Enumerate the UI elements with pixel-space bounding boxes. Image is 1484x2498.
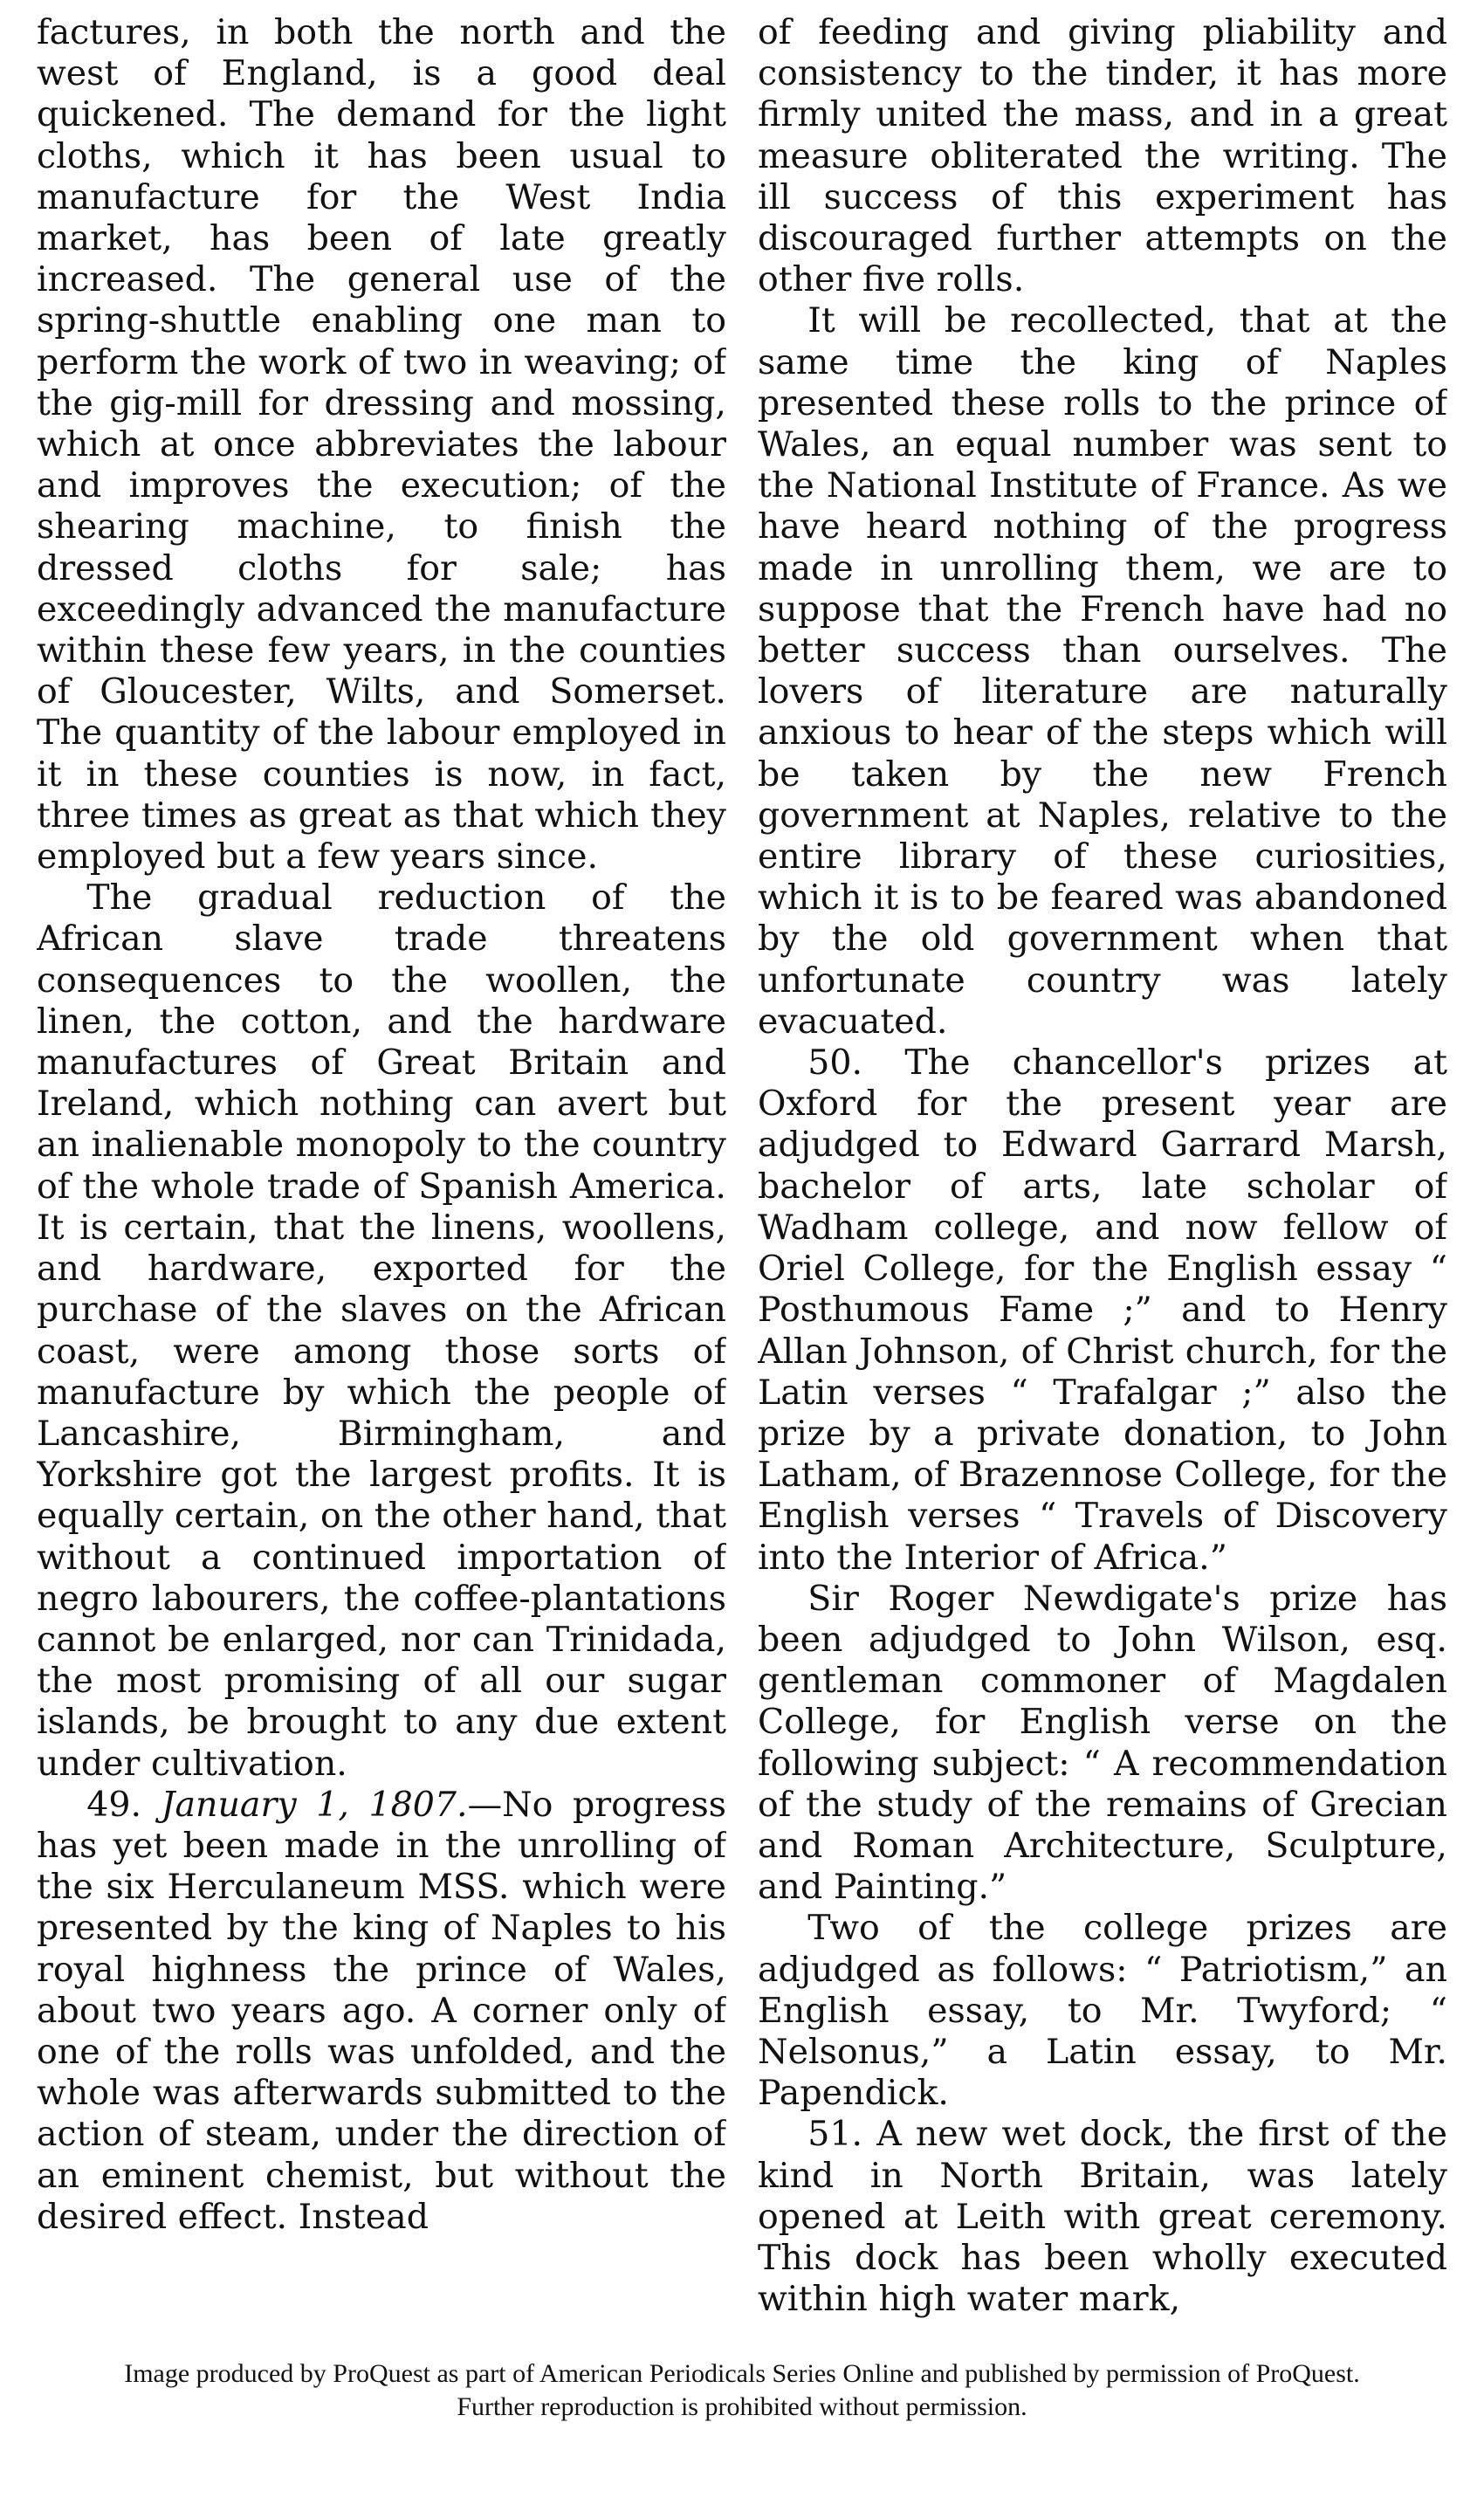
- entry-date: January 1, 1807.: [161, 1784, 468, 1825]
- item-number-49: 49.: [86, 1784, 142, 1825]
- footer-line-1: Image produced by ProQuest as part of American Periodicals Series Online and published by permission of ProQuest.: [124, 2359, 1360, 2388]
- proquest-footer: [0, 2357, 1484, 2424]
- paragraph-50-chancellors-prizes: 50. The chancellor's prizes at Oxford for the present year are adjudged to Edward Garrard Marsh, bachelor of arts, late scholar of Wadham college, and now fellow of Oriel College, for the English essay “ Posthumous Fame ;” and to Henry Allan Johnson, of Christ church, for the Latin verses “ Trafalgar ;” also the prize by a private donation, to John Latham, of Brazennose College, for the English verses “ Travels of Discovery into the Interior of Africa.”: [758, 1043, 1447, 1578]
- left-column: [37, 12, 726, 2335]
- paragraph-tinder: of feeding and giving pliability and consistency to the tinder, it has more firmly united the mass, and in a great measure obliterated the writing. The ill success of this experiment has discouraged further attempts on the other five rolls.: [758, 12, 1447, 300]
- paragraph-college-prizes: Two of the college prizes are adjudged as follows: “ Patriotism,” an English essay, to Mr. Twyford; “ Nelsonus,” a Latin essay, to Mr. Papendick.: [758, 1908, 1447, 2114]
- paragraph-slave-trade: The gradual reduction of the African slave trade threatens consequences to the woollen, the linen, the cotton, and the hardware manufactures of Great Britain and Ireland, which nothing can avert but an inalienable monopoly to the country of the whole trade of Spanish America. It is certain, that the linens, woollens, and hardware, exported for the purchase of the slaves on the African coast, were among those sorts of manufacture by which the people of Lancashire, Birmingham, and Yorkshire got the largest profits. It is equally certain, on the other hand, that without a continued importation of negro labourers, the coffee-plantations cannot be enlarged, nor can Trinidada, the most promising of all our sugar islands, be brought to any due extent under cultivation.: [37, 877, 726, 1784]
- paragraph-naples-rolls: It will be recollected, that at the same time the king of Naples presented these rolls to the prince of Wales, an equal number was sent to the National Institute of France. As we have heard nothing of the progress made in unrolling them, we are to suppose that the French have had no better success than ourselves. The lovers of literature are naturally anxious to hear of the steps which will be taken by the new French government at Naples, relative to the entire library of these curiosities, which it is to be feared was abandoned by the old government when that unfortunate country was lately evacuated.: [758, 300, 1447, 1042]
- paragraph-49-text: —No progress has yet been made in the unrolling of the six Herculaneum MSS. which were presented by the king of Naples to his royal highness the prince of Wales, about two years ago. A corner only of one of the rolls was unfolded, and the whole was afterwards submitted to the action of steam, under the direction of an eminent chemist, but without the desired effect. Instead: [37, 1784, 726, 2237]
- paragraph-49-herculaneum: [37, 1785, 726, 2238]
- right-column: [758, 12, 1447, 2335]
- paragraph-51-wet-dock: 51. A new wet dock, the first of the kind in North Britain, was lately opened at Leith with great ceremony. This dock has been wholly executed within high water mark,: [758, 2114, 1447, 2320]
- footer-line-2: Further reproduction is prohibited without permission.: [457, 2392, 1027, 2421]
- paragraph-manufactures: factures, in both the north and the west of England, is a good deal quickened. The demand for the light cloths, which it has been usual to manufacture for the West India market, has been of late greatly increased. The general use of the spring-shuttle enabling one man to perform the work of two in weaving; of the gig-mill for dressing and mossing, which at once abbreviates the labour and improves the execution; of the shearing machine, to finish the dressed cloths for sale; has exceedingly advanced the manufacture within these few years, in the counties of Gloucester, Wilts, and Somerset. The quantity of the labour employed in it in these counties is now, in fact, three times as great as that which they employed but a few years since.: [37, 12, 726, 877]
- paragraph-newdigate-prize: Sir Roger Newdigate's prize has been adjudged to John Wilson, esq. gentleman commoner of Magdalen College, for English verse on the following subject: “ A recommendation of the study of the remains of Grecian and Roman Architecture, Sculpture, and Painting.”: [758, 1578, 1447, 1908]
